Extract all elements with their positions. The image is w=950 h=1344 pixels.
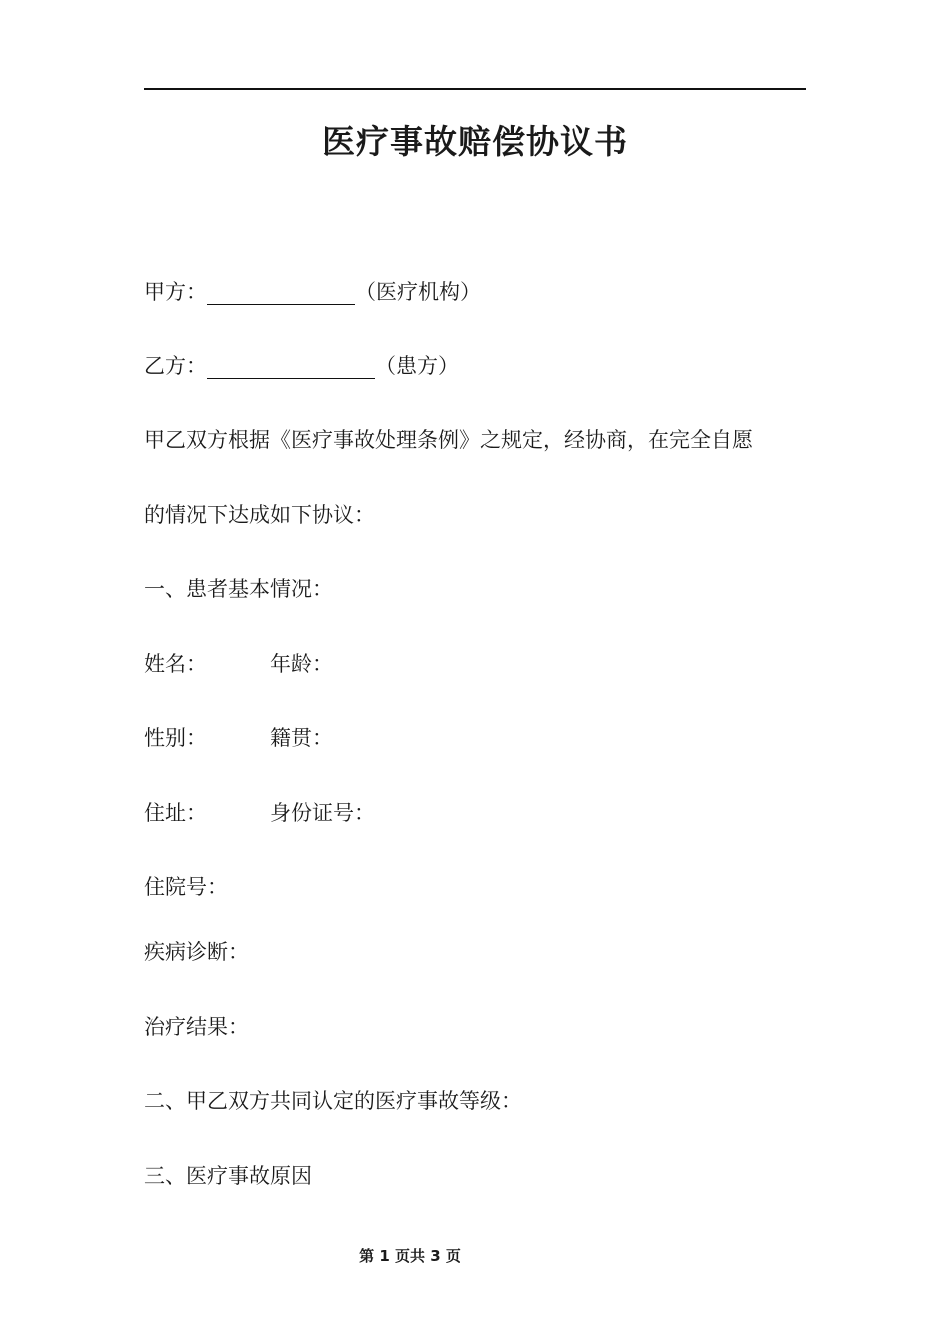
field-gender-label: 性别： bbox=[144, 726, 207, 750]
header-rule bbox=[144, 88, 806, 90]
intro-line-2: 的情况下达成如下协议： bbox=[144, 503, 375, 527]
party-b-note: （患方） bbox=[375, 354, 459, 378]
field-admission-number-label: 住院号： bbox=[144, 875, 228, 899]
field-native-place-label: 籍贯： bbox=[270, 726, 333, 750]
field-age-label: 年龄： bbox=[270, 652, 333, 676]
party-b-label: 乙方： bbox=[144, 354, 207, 378]
field-id-number-label: 身份证号： bbox=[270, 801, 375, 825]
section-3-heading: 三、医疗事故原因 bbox=[144, 1164, 312, 1188]
party-a-note: （医疗机构） bbox=[355, 280, 481, 304]
party-a-label: 甲方： bbox=[144, 280, 207, 304]
party-a-blank bbox=[207, 284, 355, 305]
field-address-label: 住址： bbox=[144, 801, 207, 825]
party-b-line bbox=[144, 351, 459, 381]
field-treatment-result-label: 治疗结果： bbox=[144, 1015, 249, 1039]
section-1-heading: 一、患者基本情况： bbox=[144, 577, 333, 601]
party-b-blank bbox=[207, 358, 375, 379]
section-2-heading: 二、甲乙双方共同认定的医疗事故等级： bbox=[144, 1089, 522, 1113]
page-indicator: 第 1 页共 3 页 bbox=[359, 1247, 461, 1265]
field-name-label: 姓名： bbox=[144, 652, 207, 676]
document-title: 医疗事故赔偿协议书 bbox=[322, 122, 628, 161]
field-diagnosis-label: 疾病诊断： bbox=[144, 940, 249, 964]
intro-line-1: 甲乙双方根据《医疗事故处理条例》之规定，经协商，在完全自愿 bbox=[144, 428, 753, 452]
party-a-line bbox=[144, 277, 481, 307]
